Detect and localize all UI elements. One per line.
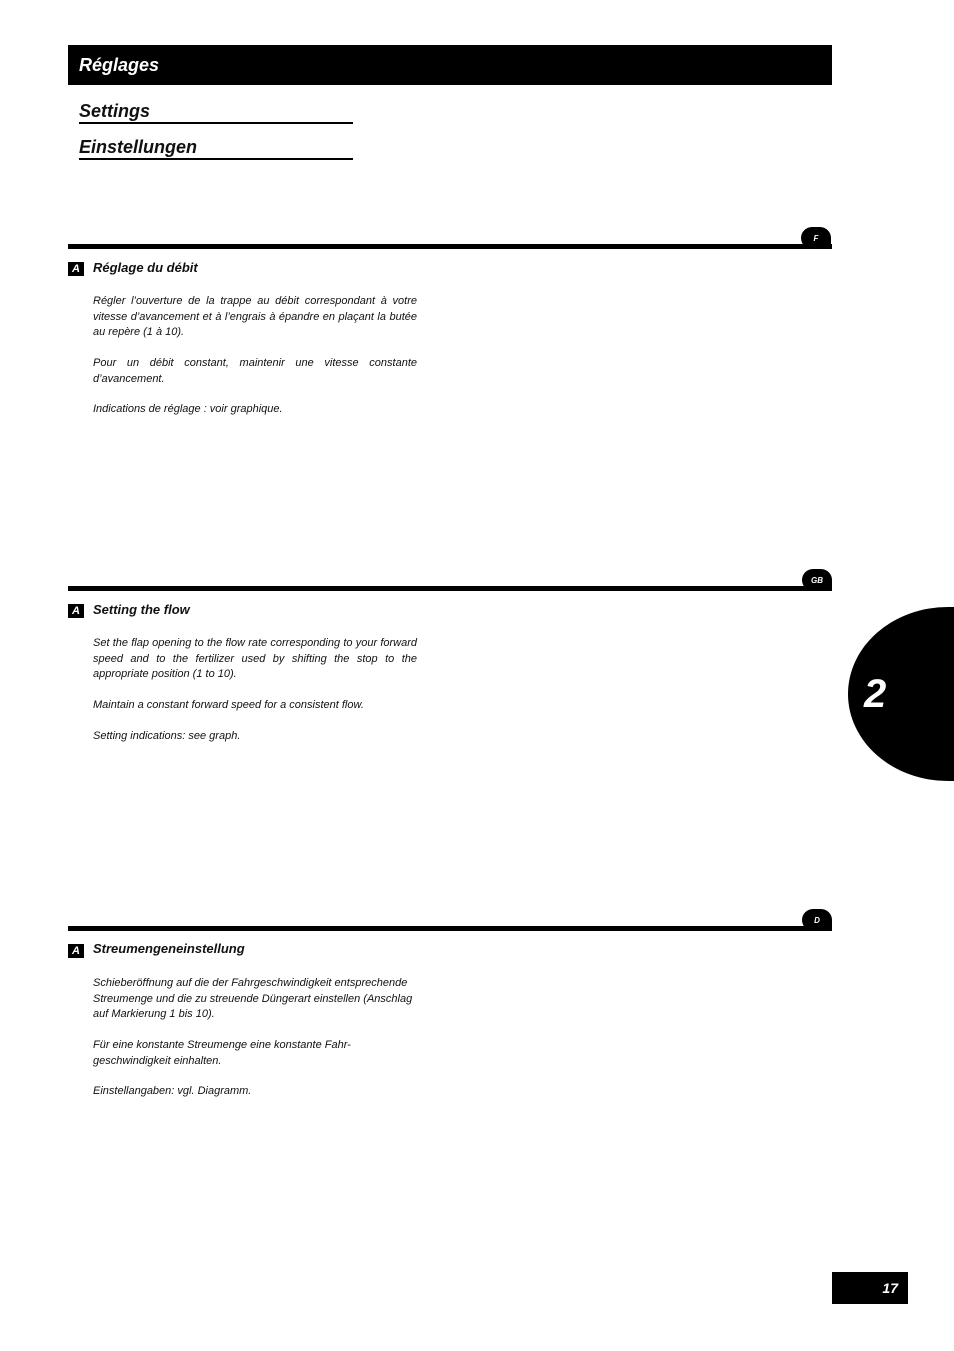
section-paragraph: Maintain a constant forward speed for a consistent flow. [93, 699, 364, 711]
page-number [832, 1272, 908, 1304]
section-paragraph: Pour un débit constant, maintenir une vitesse constante d’avancement. [93, 357, 417, 385]
subtitle-einstellungen: Einstellungen [79, 136, 353, 160]
section-paragraph: Für eine konstante Streumenge eine konstante Fahr- geschwindigkeit einhalten. [93, 1039, 351, 1067]
language-tab-d: D [802, 909, 832, 931]
page-title [68, 45, 832, 85]
section-paragraph: Régler l’ouverture de la trappe au débit correspondant à votre vitesse d’avancement et à l’engrais à épandre en plaçant la butée au repère (1 à 10). [93, 295, 417, 338]
section-paragraph: Einstellangaben: vgl. Diagramm. [93, 1085, 252, 1097]
section-heading: Réglage du débit [93, 260, 198, 275]
section-paragraph: Setting indications: see graph. [93, 730, 241, 742]
section-marker-a: A [68, 262, 84, 276]
section-rule-f [68, 244, 832, 249]
section-paragraph: Set the flap opening to the flow rate corresponding to your forward speed and to the fertilizer used by shifting the stop to the appropriate position (1 to 10). [93, 637, 417, 680]
language-tab-f: F [801, 227, 831, 249]
section-heading: Setting the flow [93, 602, 190, 617]
section-paragraph: Schieberöffnung auf die der Fahrgeschwindigkeit entsprechende Streumenge und die zu streuende Düngerart einstellen (Anschlag auf Markierung 1 bis 10). [93, 977, 413, 1020]
subtitle-settings: Settings [79, 100, 353, 124]
chapter-number: 2 [864, 672, 887, 716]
page-title-text: Réglages [79, 54, 160, 75]
section-paragraph: Indications de réglage : voir graphique. [93, 403, 283, 415]
section-marker-a: A [68, 604, 84, 618]
section-marker-a: A [68, 944, 84, 958]
page-number-text: 17 [882, 1280, 898, 1296]
section-rule-gb [68, 586, 832, 591]
section-rule-d [68, 926, 832, 931]
section-heading: Streumengeneinstellung [93, 941, 245, 956]
language-tab-gb: GB [802, 569, 832, 591]
